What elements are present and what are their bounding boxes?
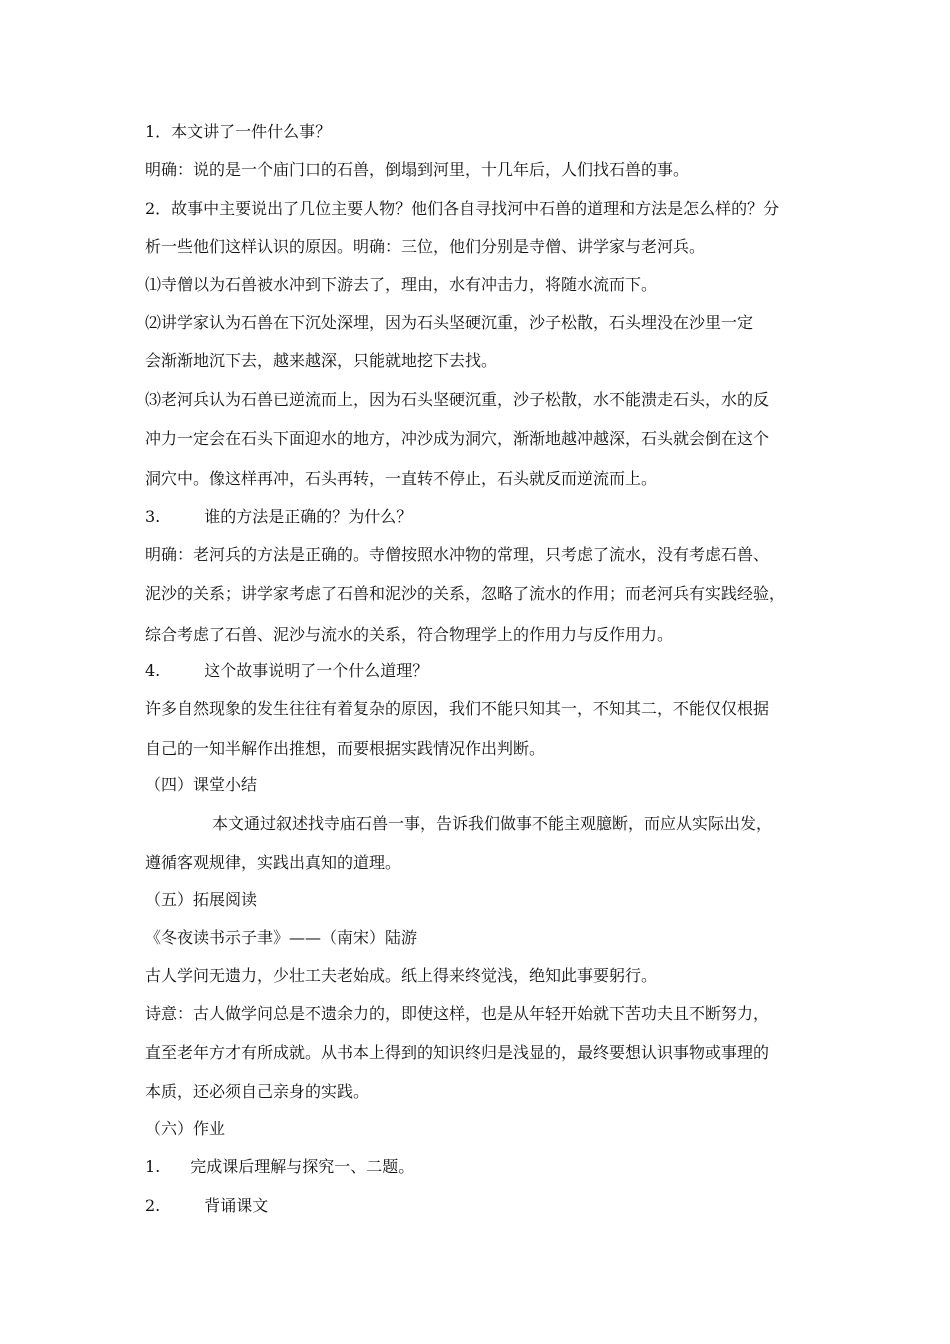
question-2-cont: 析一些他们这样认识的原因。明确：三位，他们分别是寺僧、讲学家与老河兵。 [145, 237, 706, 256]
section-reading-heading: （五）拓展阅读 [145, 890, 258, 909]
point-1: ⑴寺僧以为石兽被水冲到下游去了，理由，水有冲击力，将随水流而下。 [145, 275, 658, 294]
question-2: 2．故事中主要说出了几位主要人物？他们各自寻找河中石兽的道理和方法是怎么样的？分 [145, 199, 780, 218]
section-summary-heading: （四）课堂小结 [145, 775, 258, 794]
homework-1-number: 1. [145, 1157, 161, 1176]
point-3-cont: 冲力一定会在石头下面迎水的地方，冲沙成为洞穴，渐渐地越冲越深，石头就会倒在这个 [145, 429, 770, 448]
answer-3-cont: 泥沙的关系；讲学家考虑了石兽和泥沙的关系，忽略了流水的作用；而老河兵有实践经验， [145, 584, 786, 603]
poem-title: 《冬夜读书示子聿》——（南宋）陆游 [145, 928, 418, 947]
section-homework-heading: （六）作业 [145, 1119, 226, 1138]
answer-3: 明确：老河兵的方法是正确的。寺僧按照水冲物的常理，只考虑了流水，没有考虑石兽、 [145, 545, 770, 564]
answer-1: 明确：说的是一个庙门口的石兽，倒塌到河里，十几年后，人们找石兽的事。 [145, 160, 690, 179]
homework-2-text: 背诵课文 [204, 1196, 269, 1215]
answer-4: 许多自然现象的发生往往有着复杂的原因，我们不能只知其一，不知其二，不能仅仅根据 [145, 699, 770, 718]
poem-meaning: 诗意：古人做学问总是不遗余力的，即使这样，也是从年轻开始就下苦功夫且不断努力， [145, 1004, 770, 1023]
homework-1-text: 完成课后理解与探究一、二题。 [190, 1157, 415, 1176]
question-3-number: 3. [145, 507, 161, 526]
homework-1 [145, 1157, 414, 1177]
question-1: 1．本文讲了一件什么事？ [145, 122, 332, 141]
poem-text: 古人学问无遗力，少壮工夫老始成。纸上得来终觉浅，绝知此事要躬行。 [145, 966, 658, 985]
question-4 [145, 661, 428, 681]
point-2-cont: 会渐渐地沉下去，越来越深，只能就地挖下去找。 [145, 351, 498, 370]
point-3: ⑶老河兵认为石兽已逆流而上，因为石头坚硬沉重，沙子松散，水不能溃走石头，水的反 [145, 390, 770, 409]
answer-3-cont-2: 综合考虑了石兽、泥沙与流水的关系，符合物理学上的作用力与反作用力。 [145, 625, 674, 644]
poem-meaning-cont: 直至老年方才有所成就。从书本上得到的知识终归是浅显的，最终要想认识事物或事理的 [145, 1043, 770, 1062]
poem-meaning-cont-2: 本质，还必须自己亲身的实践。 [145, 1082, 370, 1101]
summary-text: 本文通过叙述找寺庙石兽一事，告诉我们做事不能主观臆断，而应从实际出发， [212, 814, 773, 833]
question-3-text: 谁的方法是正确的？为什么？ [204, 507, 413, 526]
question-3 [145, 507, 412, 527]
point-3-cont-2: 洞穴中。像这样再冲，石头再转，一直转不停止，石头就反而逆流而上。 [145, 469, 658, 488]
question-4-text: 这个故事说明了一个什么道理？ [204, 661, 429, 680]
homework-2-number: 2. [145, 1196, 161, 1215]
summary-text-cont: 遵循客观规律，实践出真知的道理。 [145, 853, 402, 872]
question-4-number: 4. [145, 661, 161, 680]
homework-2 [145, 1196, 268, 1216]
point-2: ⑵讲学家认为石兽在下沉处深埋，因为石头坚硬沉重，沙子松散，石头埋没在沙里一定 [145, 313, 754, 332]
answer-4-cont: 自己的一知半解作出推想，而要根据实践情况作出判断。 [145, 739, 546, 758]
